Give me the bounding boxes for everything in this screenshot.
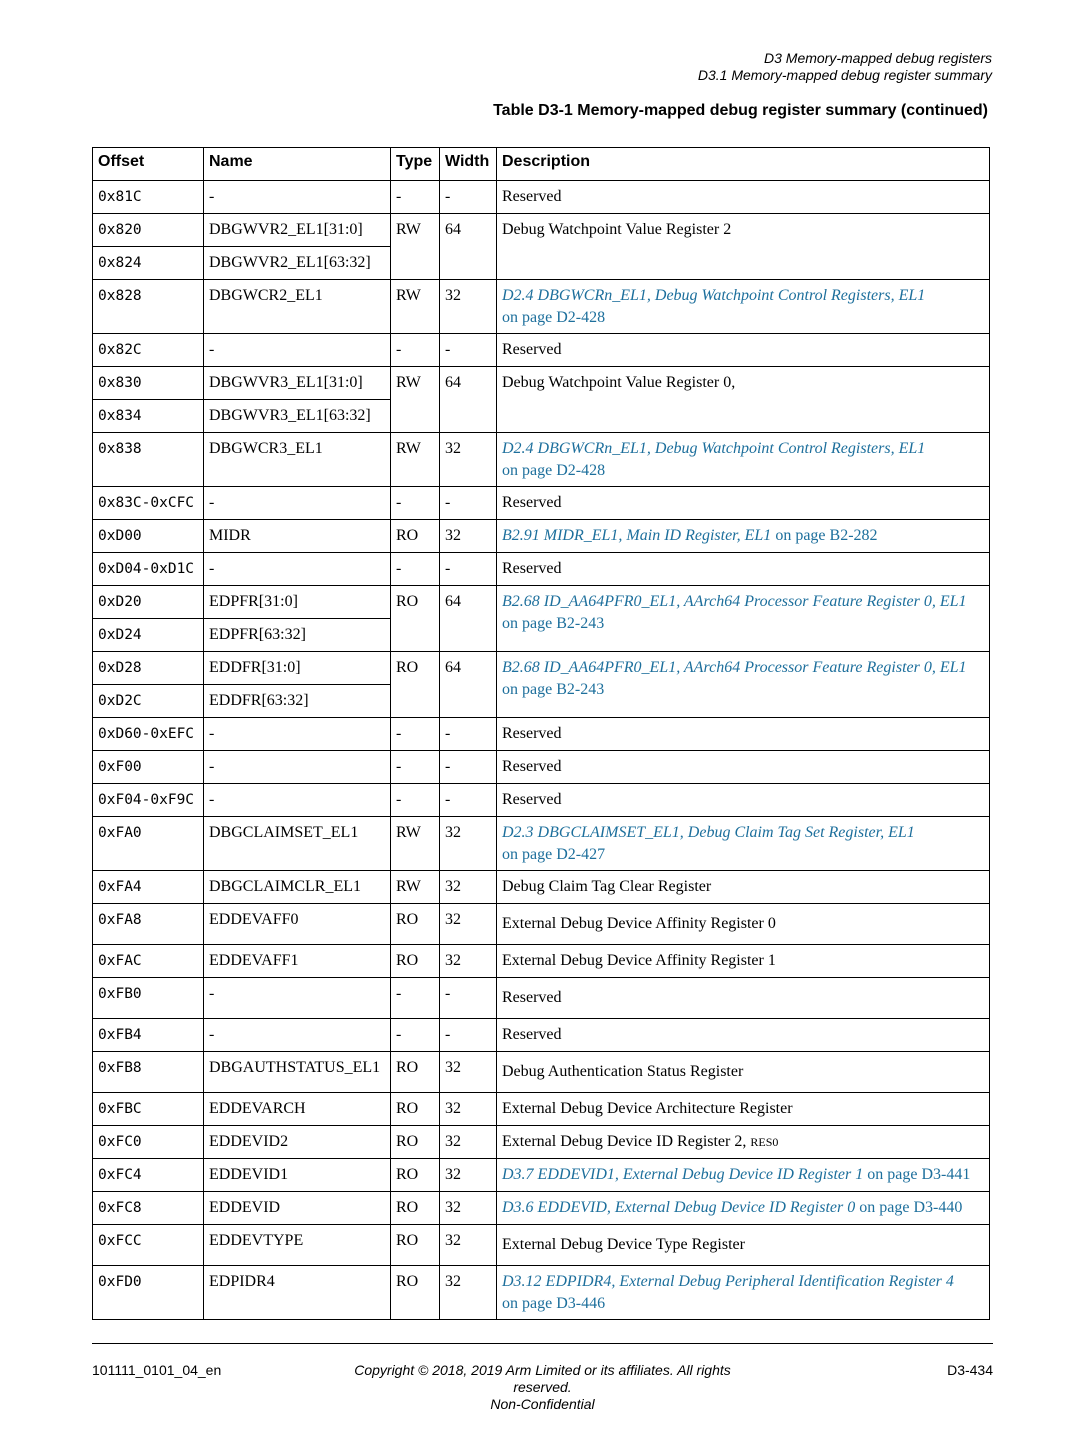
table-row: [93, 784, 990, 817]
table-row: [93, 1159, 990, 1192]
type-cell: RW: [391, 367, 440, 433]
type-cell: -: [391, 751, 440, 784]
width-cell: -: [440, 487, 497, 520]
width-cell: 32: [440, 1126, 497, 1159]
offset-cell: 0xFAC: [93, 945, 204, 978]
page-reference-link[interactable]: on page B2-243: [502, 681, 605, 698]
column-header-type: Type: [391, 148, 440, 181]
description-cell: Debug Watchpoint Value Register 0,: [497, 367, 990, 433]
offset-cell: 0xFD0: [93, 1266, 204, 1320]
footer-divider: [92, 1343, 993, 1344]
table-header-row: [93, 148, 990, 181]
name-cell: DBGWVR2_EL1[31:0]: [204, 214, 391, 247]
table-row: [93, 718, 990, 751]
page-reference-link[interactable]: on page D2-427: [502, 846, 606, 863]
offset-cell: 0xFC0: [93, 1126, 204, 1159]
name-cell: -: [204, 978, 391, 1019]
name-cell: EDDEVAFF1: [204, 945, 391, 978]
type-cell: RO: [391, 1052, 440, 1093]
offset-cell: 0xFB4: [93, 1019, 204, 1052]
cross-reference-link[interactable]: D3.12 EDPIDR4, External Debug Peripheral Identification Register 4: [502, 1273, 954, 1290]
offset-cell: 0xD28: [93, 652, 204, 685]
name-cell: EDDEVAFF0: [204, 904, 391, 945]
type-cell: RW: [391, 871, 440, 904]
cross-reference-link[interactable]: B2.68 ID_AA64PFR0_EL1, AArch64 Processor Feature Register 0, EL1: [502, 593, 967, 610]
description-cell: External Debug Device Affinity Register 1: [497, 945, 990, 978]
table-caption: Table D3-1 Memory-mapped debug register summary (continued): [493, 102, 988, 119]
table-row: [93, 181, 990, 214]
name-cell: -: [204, 181, 391, 214]
description-cell: [497, 1159, 990, 1192]
width-cell: 64: [440, 652, 497, 718]
offset-cell: 0xF04-0xF9C: [93, 784, 204, 817]
width-cell: 32: [440, 1192, 497, 1225]
offset-cell: 0xF00: [93, 751, 204, 784]
description-cell: [497, 652, 990, 718]
table-row: [93, 586, 990, 619]
name-cell: -: [204, 751, 391, 784]
chapter-title: D3 Memory-mapped debug registers: [764, 50, 992, 66]
description-cell: [497, 280, 990, 334]
type-cell: RO: [391, 904, 440, 945]
page-number: D3-434: [947, 1362, 993, 1378]
width-cell: 32: [440, 904, 497, 945]
type-cell: -: [391, 784, 440, 817]
description-cell: Debug Claim Tag Clear Register: [497, 871, 990, 904]
offset-cell: 0xD04-0xD1C: [93, 553, 204, 586]
page-reference-link[interactable]: on page D2-428: [502, 462, 606, 479]
name-cell: EDDEVTYPE: [204, 1225, 391, 1266]
name-cell: -: [204, 334, 391, 367]
name-cell: DBGCLAIMSET_EL1: [204, 817, 391, 871]
table-row: [93, 904, 990, 945]
offset-cell: 0x824: [93, 247, 204, 280]
width-cell: 32: [440, 1159, 497, 1192]
description-cell: [497, 1266, 990, 1320]
cross-reference-link[interactable]: B2.68 ID_AA64PFR0_EL1, AArch64 Processor Feature Register 0, EL1: [502, 659, 967, 676]
offset-cell: 0x828: [93, 280, 204, 334]
table-row: [93, 871, 990, 904]
cross-reference-link[interactable]: D3.6 EDDEVID, External Debug Device ID Register 0: [502, 1199, 856, 1216]
width-cell: -: [440, 334, 497, 367]
width-cell: -: [440, 718, 497, 751]
type-cell: -: [391, 487, 440, 520]
width-cell: 32: [440, 520, 497, 553]
type-cell: RW: [391, 433, 440, 487]
description-cell: Reserved: [497, 181, 990, 214]
cross-reference-link[interactable]: D2.3 DBGCLAIMSET_EL1, Debug Claim Tag Set Register, EL1: [502, 824, 915, 841]
description-cell: Reserved: [497, 751, 990, 784]
type-cell: -: [391, 718, 440, 751]
page-reference-link[interactable]: on page D3-441: [863, 1166, 971, 1183]
type-cell: RO: [391, 520, 440, 553]
table-row: [93, 334, 990, 367]
name-cell: DBGWCR2_EL1: [204, 280, 391, 334]
name-cell: DBGCLAIMCLR_EL1: [204, 871, 391, 904]
offset-cell: 0x830: [93, 367, 204, 400]
table-row: [93, 1052, 990, 1093]
cross-reference-link[interactable]: D2.4 DBGWCRn_EL1, Debug Watchpoint Control Registers, EL1: [502, 440, 926, 457]
table-row: [93, 520, 990, 553]
table-row: [93, 280, 990, 334]
width-cell: 32: [440, 433, 497, 487]
type-cell: RO: [391, 652, 440, 718]
res0-annotation: RES0: [750, 1135, 779, 1149]
width-cell: -: [440, 181, 497, 214]
offset-cell: 0xFA0: [93, 817, 204, 871]
description-cell: Reserved: [497, 334, 990, 367]
name-cell: EDPFR[63:32]: [204, 619, 391, 652]
name-cell: DBGWCR3_EL1: [204, 433, 391, 487]
page-reference-link[interactable]: on page D2-428: [502, 309, 606, 326]
name-cell: EDDEVID2: [204, 1126, 391, 1159]
offset-cell: 0xD24: [93, 619, 204, 652]
width-cell: 32: [440, 1266, 497, 1320]
type-cell: RW: [391, 280, 440, 334]
cross-reference-link[interactable]: D2.4 DBGWCRn_EL1, Debug Watchpoint Control Registers, EL1: [502, 287, 926, 304]
page-reference-link[interactable]: on page D3-446: [502, 1295, 606, 1312]
type-cell: -: [391, 334, 440, 367]
offset-cell: 0xD2C: [93, 685, 204, 718]
offset-cell: 0x82C: [93, 334, 204, 367]
page-reference-link[interactable]: on page B2-243: [502, 615, 605, 632]
offset-cell: 0xFA4: [93, 871, 204, 904]
width-cell: 32: [440, 1225, 497, 1266]
description-cell: Reserved: [497, 487, 990, 520]
name-cell: DBGWVR3_EL1[63:32]: [204, 400, 391, 433]
width-cell: -: [440, 784, 497, 817]
register-summary-table: [92, 147, 990, 1320]
width-cell: -: [440, 1019, 497, 1052]
description-cell: [497, 817, 990, 871]
width-cell: -: [440, 553, 497, 586]
name-cell: EDDFR[63:32]: [204, 685, 391, 718]
description-cell: Debug Watchpoint Value Register 2: [497, 214, 990, 280]
name-cell: EDDEVID1: [204, 1159, 391, 1192]
name-cell: EDDEVID: [204, 1192, 391, 1225]
confidentiality-label: Non-Confidential: [490, 1396, 595, 1412]
width-cell: 64: [440, 367, 497, 433]
name-cell: DBGWVR2_EL1[63:32]: [204, 247, 391, 280]
offset-cell: 0x81C: [93, 181, 204, 214]
table-row: [93, 1266, 990, 1320]
name-cell: -: [204, 553, 391, 586]
description-cell: [497, 586, 990, 652]
offset-cell: 0xD20: [93, 586, 204, 619]
type-cell: -: [391, 978, 440, 1019]
name-cell: -: [204, 718, 391, 751]
description-cell: Reserved: [497, 784, 990, 817]
table-row: [93, 1019, 990, 1052]
name-cell: -: [204, 1019, 391, 1052]
name-cell: DBGAUTHSTATUS_EL1: [204, 1052, 391, 1093]
page-reference-link[interactable]: on page B2-282: [771, 527, 878, 544]
name-cell: EDDFR[31:0]: [204, 652, 391, 685]
type-cell: -: [391, 181, 440, 214]
description-cell: Reserved: [497, 1019, 990, 1052]
table-row: [93, 214, 990, 247]
table-row: [93, 433, 990, 487]
name-cell: EDPFR[31:0]: [204, 586, 391, 619]
name-cell: MIDR: [204, 520, 391, 553]
offset-cell: 0x820: [93, 214, 204, 247]
description-cell: External Debug Device Architecture Register: [497, 1093, 990, 1126]
type-cell: RW: [391, 817, 440, 871]
offset-cell: 0xFCC: [93, 1225, 204, 1266]
offset-cell: 0x83C-0xCFC: [93, 487, 204, 520]
width-cell: 32: [440, 280, 497, 334]
description-cell: External Debug Device Affinity Register 0: [497, 904, 990, 945]
column-header-offset: Offset: [93, 148, 204, 181]
table-row: [93, 1225, 990, 1266]
type-cell: RO: [391, 1266, 440, 1320]
copyright-line-1: Copyright © 2018, 2019 Arm Limited or its affiliates. All rights: [354, 1362, 731, 1378]
description-cell: Reserved: [497, 978, 990, 1019]
table-row: [93, 817, 990, 871]
name-cell: DBGWVR3_EL1[31:0]: [204, 367, 391, 400]
type-cell: RO: [391, 1225, 440, 1266]
page-reference-link[interactable]: on page D3-440: [855, 1199, 963, 1216]
width-cell: 64: [440, 586, 497, 652]
offset-cell: 0xFC4: [93, 1159, 204, 1192]
table-row: [93, 978, 990, 1019]
width-cell: 32: [440, 1093, 497, 1126]
width-cell: -: [440, 978, 497, 1019]
name-cell: -: [204, 784, 391, 817]
description-cell: External Debug Device Type Register: [497, 1225, 990, 1266]
copyright-line-2: reserved.: [513, 1379, 572, 1395]
table-row: [93, 1192, 990, 1225]
table-row: [93, 553, 990, 586]
offset-cell: 0x838: [93, 433, 204, 487]
width-cell: 32: [440, 817, 497, 871]
offset-cell: 0xFBC: [93, 1093, 204, 1126]
table-row: [93, 1093, 990, 1126]
offset-cell: 0xFB0: [93, 978, 204, 1019]
width-cell: 32: [440, 871, 497, 904]
width-cell: 64: [440, 214, 497, 280]
description-text: External Debug Device ID Register 2,: [502, 1133, 751, 1150]
description-cell: Reserved: [497, 553, 990, 586]
offset-cell: 0xD60-0xEFC: [93, 718, 204, 751]
cross-reference-link[interactable]: B2.91 MIDR_EL1, Main ID Register, EL1: [502, 527, 772, 544]
description-cell: [497, 1126, 990, 1159]
table-row: [93, 1126, 990, 1159]
type-cell: RO: [391, 1126, 440, 1159]
width-cell: 32: [440, 1052, 497, 1093]
width-cell: 32: [440, 945, 497, 978]
width-cell: -: [440, 751, 497, 784]
description-cell: [497, 433, 990, 487]
type-cell: RO: [391, 586, 440, 652]
type-cell: RW: [391, 214, 440, 280]
offset-cell: 0xFB8: [93, 1052, 204, 1093]
table-row: [93, 367, 990, 400]
cross-reference-link[interactable]: D3.7 EDDEVID1, External Debug Device ID Register 1: [502, 1166, 864, 1183]
description-cell: Reserved: [497, 718, 990, 751]
type-cell: RO: [391, 945, 440, 978]
type-cell: -: [391, 1019, 440, 1052]
type-cell: -: [391, 553, 440, 586]
table-row: [93, 652, 990, 685]
section-title: D3.1 Memory-mapped debug register summary: [697, 67, 992, 83]
column-header-width: Width: [440, 148, 497, 181]
type-cell: RO: [391, 1159, 440, 1192]
description-cell: Debug Authentication Status Register: [497, 1052, 990, 1093]
description-cell: [497, 520, 990, 553]
name-cell: EDDEVARCH: [204, 1093, 391, 1126]
offset-cell: 0xFA8: [93, 904, 204, 945]
name-cell: -: [204, 487, 391, 520]
document-id: 101111_0101_04_en: [92, 1362, 222, 1378]
column-header-name: Name: [204, 148, 391, 181]
table-row: [93, 945, 990, 978]
offset-cell: 0x834: [93, 400, 204, 433]
type-cell: RO: [391, 1093, 440, 1126]
column-header-description: Description: [497, 148, 990, 181]
table-row: [93, 751, 990, 784]
table-row: [93, 487, 990, 520]
name-cell: EDPIDR4: [204, 1266, 391, 1320]
copyright-notice: [340, 1362, 745, 1413]
type-cell: RO: [391, 1192, 440, 1225]
running-header: [698, 50, 992, 84]
offset-cell: 0xD00: [93, 520, 204, 553]
description-cell: [497, 1192, 990, 1225]
offset-cell: 0xFC8: [93, 1192, 204, 1225]
